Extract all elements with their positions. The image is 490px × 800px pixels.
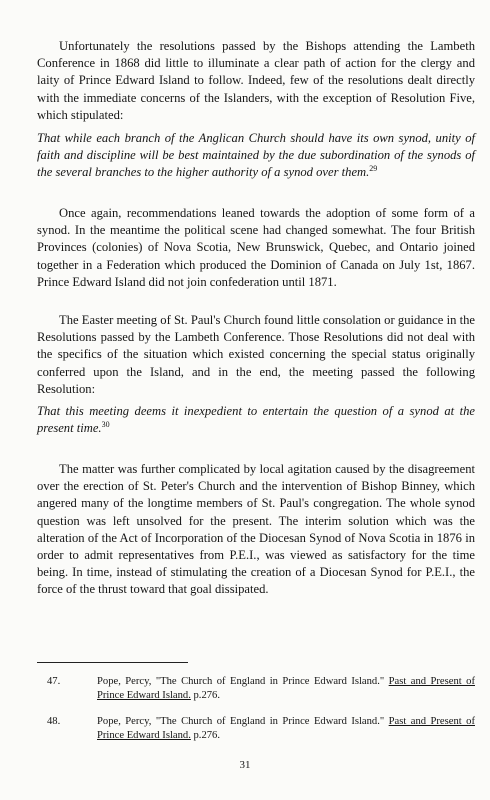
footnote-page: p.276. [193, 689, 220, 701]
footnote-page: p.276. [193, 729, 220, 741]
quote-resolution-five-text: That while each branch of the Anglican Church should have its own synod, unity of faith and discipline will be best maintained by the due subordination of the synods of the several branches to the higher authority of a synod over them. [37, 131, 475, 180]
quote-resolution-five [37, 130, 475, 182]
footnote-ref-29: 29 [369, 164, 378, 174]
quote-meeting-resolution [37, 403, 475, 437]
footnote-source-title: Past and Present of Prince Edward Island. [97, 716, 475, 741]
page-number: 31 [239, 759, 251, 771]
paragraph-synod-question: The matter was further complicated by local agitation caused by the disagreement over the erection of St. Peter's Church and the intervention of Bishop Binney, which angered many of the longtime members of St. Paul's congregation. The whole synod question was left unsolved for the present. The interim solution which was the alteration of the Act of Incorporation of the Diocesan Synod of Nova Scotia in 1876 in order to admit representatives from P.E.I., was viewed as satisfactory for the time being. In time, instead of stimulating the creation of a Diocesan Synod for P.E.I., the force of the thrust toward that goal dissipated. [37, 462, 475, 597]
footnote-ref-30: 30 [101, 420, 110, 430]
paragraph-confederation: Once again, recommendations leaned towards the adoption of some form of a synod. In the meantime the political scene had changed somewhat. The four British Provinces (colonies) of Nova Scotia, New Brunswick, Quebec, and Ontario joined together in a Federation which produced the Dominion of Canada on July 1st, 1867. Prince Edward Island did not join confederation until 1871. [37, 206, 475, 289]
footnote-number: 47. [47, 676, 61, 687]
footnote-citation: Pope, Percy, "The Church of England in Prince Edward Island." [97, 676, 385, 687]
paragraph-lambeth-resolutions: Unfortunately the resolutions passed by the Bishops attending the Lambeth Conference in 1868 did little to illuminate a clear path of action for the clergy and laity of Prince Edward Island to follow. Indeed, few of the resolutions dealt directly with the immediate concerns of the Islanders, with the exception of Resolution Five, which stipulated: [37, 39, 475, 122]
footnote-divider [37, 662, 188, 663]
quote-meeting-resolution-text: That this meeting deems it inexpedient to entertain the question of a synod at the present time. [37, 404, 475, 436]
paragraph-easter-meeting: The Easter meeting of St. Paul's Church found little consolation or guidance in the Resolutions passed by the Lambeth Conference. Those Resolutions did not deal with the specifics of the situation which existed concerning the special status originally conferred upon the Island, and in the end, the meeting passed the following Resolution: [37, 313, 475, 396]
footnote-number: 48. [47, 716, 61, 727]
footnote-body [97, 675, 475, 702]
footnote-body [97, 715, 475, 742]
footnote-source-title: Past and Present of Prince Edward Island. [97, 676, 475, 701]
footnote-citation: Pope, Percy, "The Church of England in Prince Edward Island." [97, 716, 385, 727]
